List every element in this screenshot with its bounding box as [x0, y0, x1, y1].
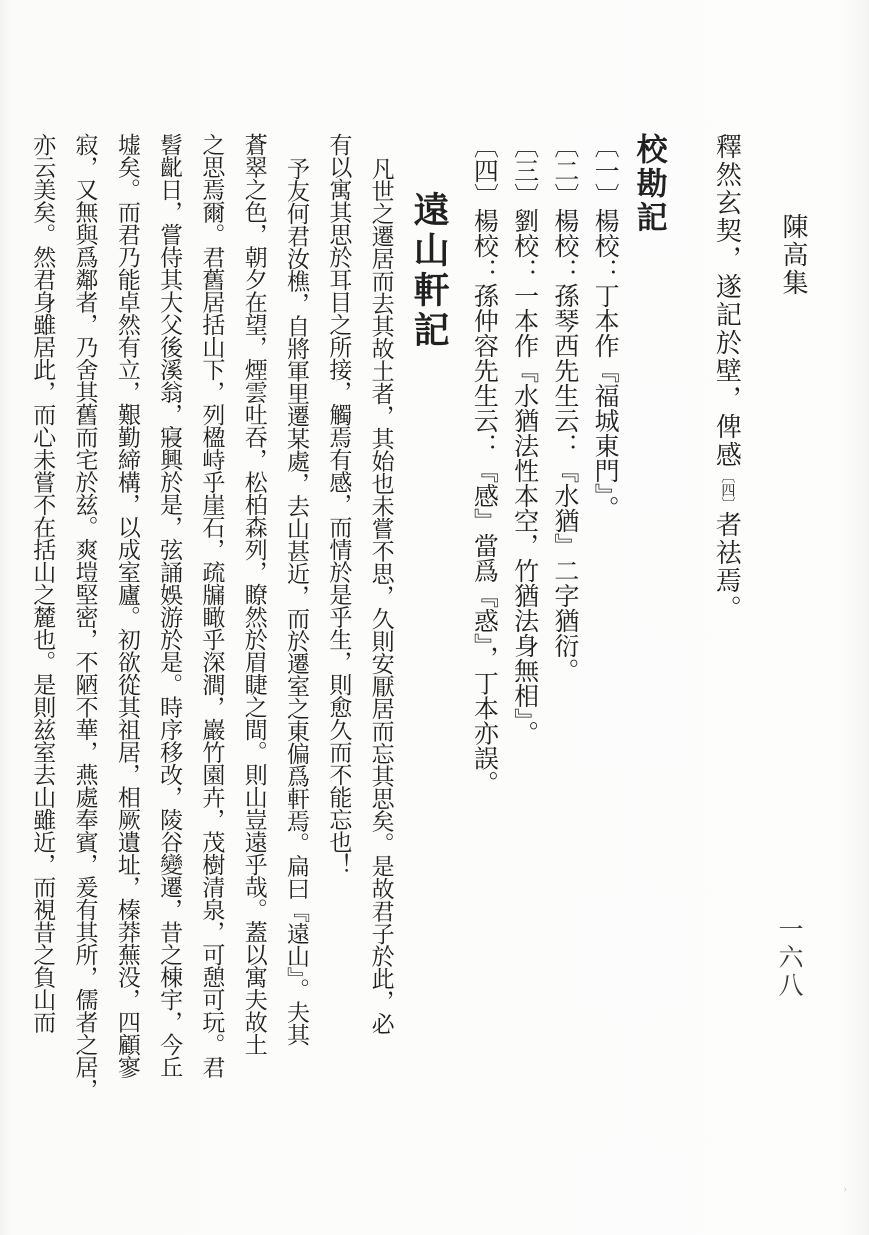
running-book-title: 陳高集 [779, 213, 808, 297]
collation-note-3: 〔三〕劉校：一本作『水猶法性本空，竹猶法身無相』。 [510, 133, 538, 746]
essay-column-5: 之思焉爾。君舊居括山下，列楹峙乎崖石，疏牖瞰乎深澗，巖竹園卉，茂樹清泉，可憩可玩。君 [199, 133, 225, 1078]
scan-artifact-mark: › [843, 1183, 847, 1195]
essay-title: 遠山軒記 [409, 191, 450, 351]
essay-column-4: 蒼翠之色，朝夕在望，煙雲吐吞，松柏森列，瞭然於眉睫之間。則山豈遠乎哉。蓋以寓夫故土 [241, 133, 267, 1056]
essay-column-8: 寂，又無與爲鄰者，乃舍其舊而宅於兹。爽塏堅密，不陋不華，燕處奉賓，爰有其所，儒者之居， [72, 133, 98, 1101]
essay-column-6: 髫齔日，嘗侍其大父後溪翁，寢興於是，弦誦娛游於是。時序移改，陵谷變遷，昔之棟宇，今丘 [157, 133, 183, 1078]
continuation-pre: 釋然玄契，遂記於壁，俾感 [712, 133, 742, 469]
collation-notes-heading: 校勘記 [631, 133, 667, 235]
essay-column-3: 予友何君汝樵，自將軍里遷某處，去山甚近，而於遷室之東偏爲軒焉。扁曰『遠山』。夫其 [284, 157, 310, 1046]
collation-note-2: 〔二〕楊校：孫琴西先生云：『水猶』二字猶衍。 [550, 133, 578, 683]
essay-column-9: 亦云美矣。然君身雖居此，而心未嘗不在括山之麓也。是則兹室去山雖近，而視昔之負山而 [30, 133, 56, 1033]
essay-column-1: 凡世之遷居而去其故土者，其始也未嘗不思，久則安厭居而忘其思矣。是故君子於此，必 [368, 157, 394, 1035]
essay-column-2: 有以寓其思於耳目之所接，觸焉有感，而情於是乎生，則愈久而不能忘也！ [326, 133, 352, 876]
page-content [30, 133, 808, 1138]
collation-note-4: 〔四〕楊校：孫仲容先生云：『感』當爲『惑』，丁本亦誤。 [470, 133, 498, 796]
inline-note-reference: 〔四〕 [719, 469, 735, 511]
page-number: 一六八 [775, 916, 802, 1000]
essay-column-7: 墟矣。而君乃能卓然有立，艱勤締構，以成室廬。初欲從其祖居，相厥遺址，榛莽蕪没，四顧寥 [114, 133, 140, 1078]
collation-note-1: 〔一〕楊校：丁本作『福城東門』。 [591, 133, 619, 521]
continuation-post: 者祛焉。 [712, 511, 742, 623]
continuation-text-column [711, 133, 742, 1138]
